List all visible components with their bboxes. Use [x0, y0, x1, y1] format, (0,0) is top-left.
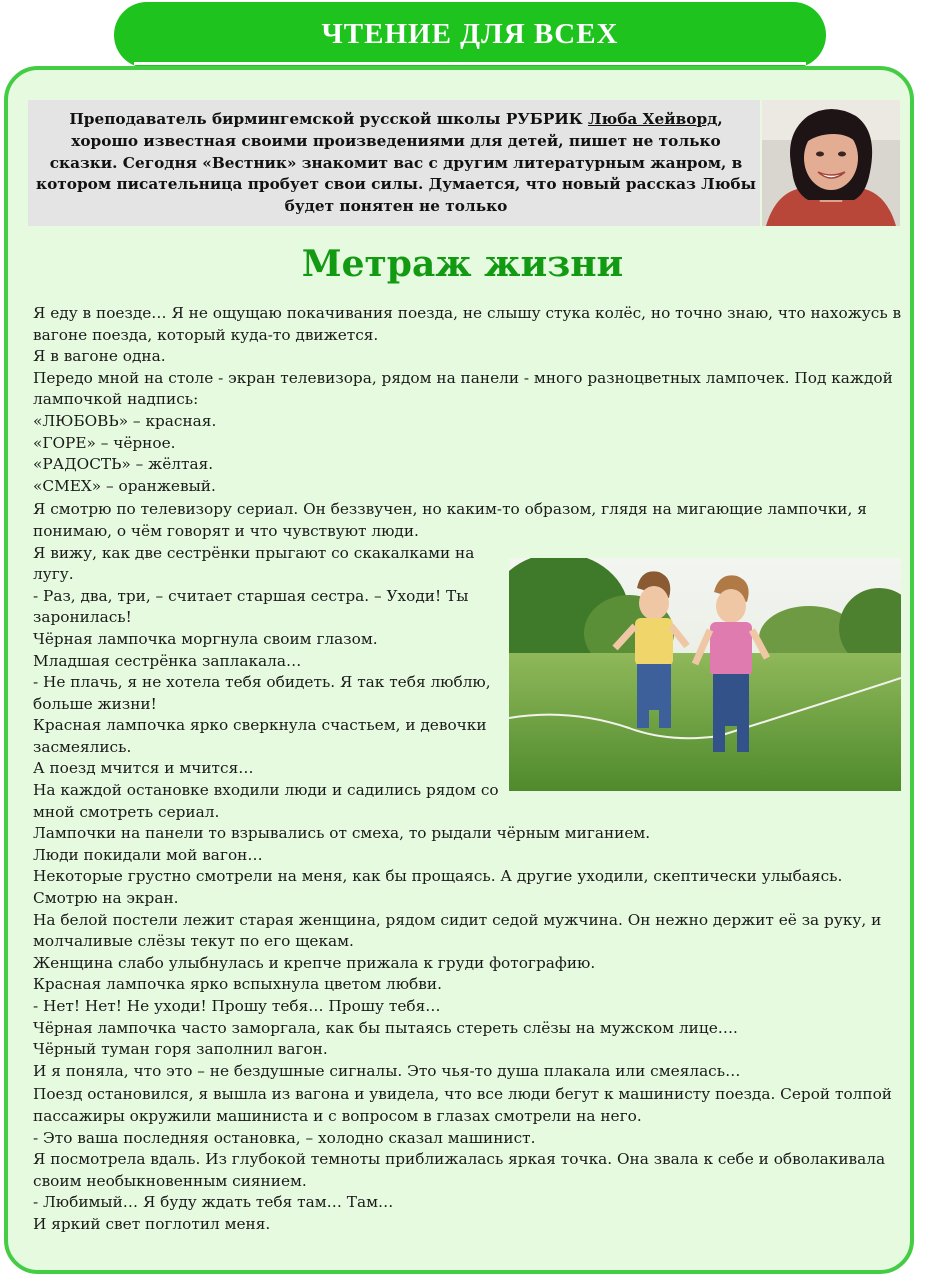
story-paragraph: Некоторые грустно смотрели на меня, как бы прощаясь. А другие уходили, скептически улыбаясь.: [33, 867, 843, 886]
story-paragraph: Я посмотрела вдаль. Из глубокой темноты приближалась яркая точка. Она звала к себе и обволакивала своим необыкновенным сиянием.: [33, 1150, 886, 1190]
intro-text-start: Преподаватель бирмингемской русской школы РУБРИК: [69, 110, 589, 128]
story-paragraph: Чёрная лампочка часто заморгала, как бы пытаясь стереть слёзы на мужском лице….: [33, 1018, 738, 1037]
story-paragraph: Лампочки на панели то взрывались от смеха, то рыдали чёрным миганием.: [33, 824, 651, 843]
story-paragraph: Чёрная лампочка моргнула своим глазом.: [33, 629, 378, 648]
story-paragraph: Поезд остановился, я вышла из вагона и увидела, что все люди бегут к машинисту поезда. Серой толпой пассажиры окружили машиниста и с вопросом в глазах смотрели на него.: [33, 1085, 892, 1125]
story-paragraph: - Любимый… Я буду ждать тебя там… Там…: [33, 1193, 394, 1212]
story-paragraph: Красная лампочка ярко сверкнула счастьем, и девочки засмеялись.: [33, 716, 487, 756]
story-body: [33, 303, 903, 1236]
story-paragraph: И я поняла, что это – не бездушные сигналы. Это чья-то душа плакала или смеялась…: [33, 1061, 741, 1080]
section-header: [114, 2, 826, 68]
intro-box: [28, 100, 760, 226]
story-paragraph: На каждой остановке входили люди и садились рядом со мной смотреть сериал.: [33, 781, 499, 821]
story-paragraph: Я вижу, как две сестрёнки прыгают со скакалками на лугу.: [33, 543, 475, 584]
story-paragraph: Я смотрю по телевизору сериал. Он беззвучен, но каким-то образом, глядя на мигающие лампочки, я понимаю, о чём говорят и что чувствуют люди.: [33, 500, 867, 540]
story-paragraph: На белой постели лежит старая женщина, рядом сидит седой мужчина. Он нежно держит её за руку, и молчаливые слёзы текут по его щекам.: [33, 910, 882, 951]
story-title: Метраж жизни: [301, 243, 624, 285]
story-paragraph: Женщина слабо улыбнулась и крепче прижала к груди фотографию.: [33, 953, 596, 972]
story-paragraph: «РАДОСТЬ» – жёлтая.: [33, 455, 214, 474]
story-paragraph: Я еду в поезде… Я не ощущаю покачивания поезда, не слышу стука колёс, но точно знаю, что нахожусь в вагоне поезда, который куда-то движется.: [33, 304, 902, 344]
header-underline: [134, 62, 806, 65]
story-paragraph: - Раз, два, три, – считает старшая сестра. – Уходи! Ты заронилась!: [33, 586, 469, 627]
story-paragraph: - Не плачь, я не хотела тебя обидеть. Я так тебя люблю, больше жизни!: [33, 673, 491, 713]
story-paragraph: «ЛЮБОВЬ» – красная.: [33, 411, 217, 430]
intro-text: [36, 109, 756, 218]
story-paragraph: «СМЕХ» – оранжевый.: [33, 476, 216, 495]
story-paragraph: «ГОРЕ» – чёрное.: [33, 433, 176, 452]
author-name: Люба Хейворд: [588, 110, 718, 128]
story-paragraph: А поезд мчится и мчится…: [33, 759, 254, 778]
author-portrait: [762, 100, 900, 226]
story-paragraph: Красная лампочка ярко вспыхнула цветом любви.: [33, 975, 442, 994]
story-paragraph: Люди покидали мой вагон…: [33, 845, 263, 864]
story-paragraph: Младшая сестрёнка заплакала…: [33, 651, 302, 670]
intro-text-end: , хорошо известная своими произведениями для детей, пишет не только сказки. Сегодня «Вестник» знакомит вас с другим литературным жанром, в котором писательница пробует свои силы. Думается, что новый рассказ Любы будет понятен не только: [36, 110, 756, 216]
jumping-girls-photo: [509, 558, 901, 791]
story-paragraph: И яркий свет поглотил меня.: [33, 1214, 271, 1233]
story-paragraph: Я в вагоне одна.: [33, 347, 166, 366]
story-paragraph: Чёрный туман горя заполнил вагон.: [33, 1040, 328, 1059]
story-paragraph: - Нет! Нет! Не уходи! Прошу тебя… Прошу тебя…: [33, 997, 441, 1015]
story-paragraph: Передо мной на столе - экран телевизора, рядом на панели - много разноцветных лампочек. Под каждой лампочкой надпись:: [33, 368, 893, 409]
story-paragraph: Смотрю на экран.: [33, 889, 179, 908]
story-paragraph: - Это ваша последняя остановка, – холодно сказал машинист.: [33, 1128, 536, 1147]
section-title: ЧТЕНИЕ ДЛЯ ВСЕХ: [321, 18, 619, 50]
